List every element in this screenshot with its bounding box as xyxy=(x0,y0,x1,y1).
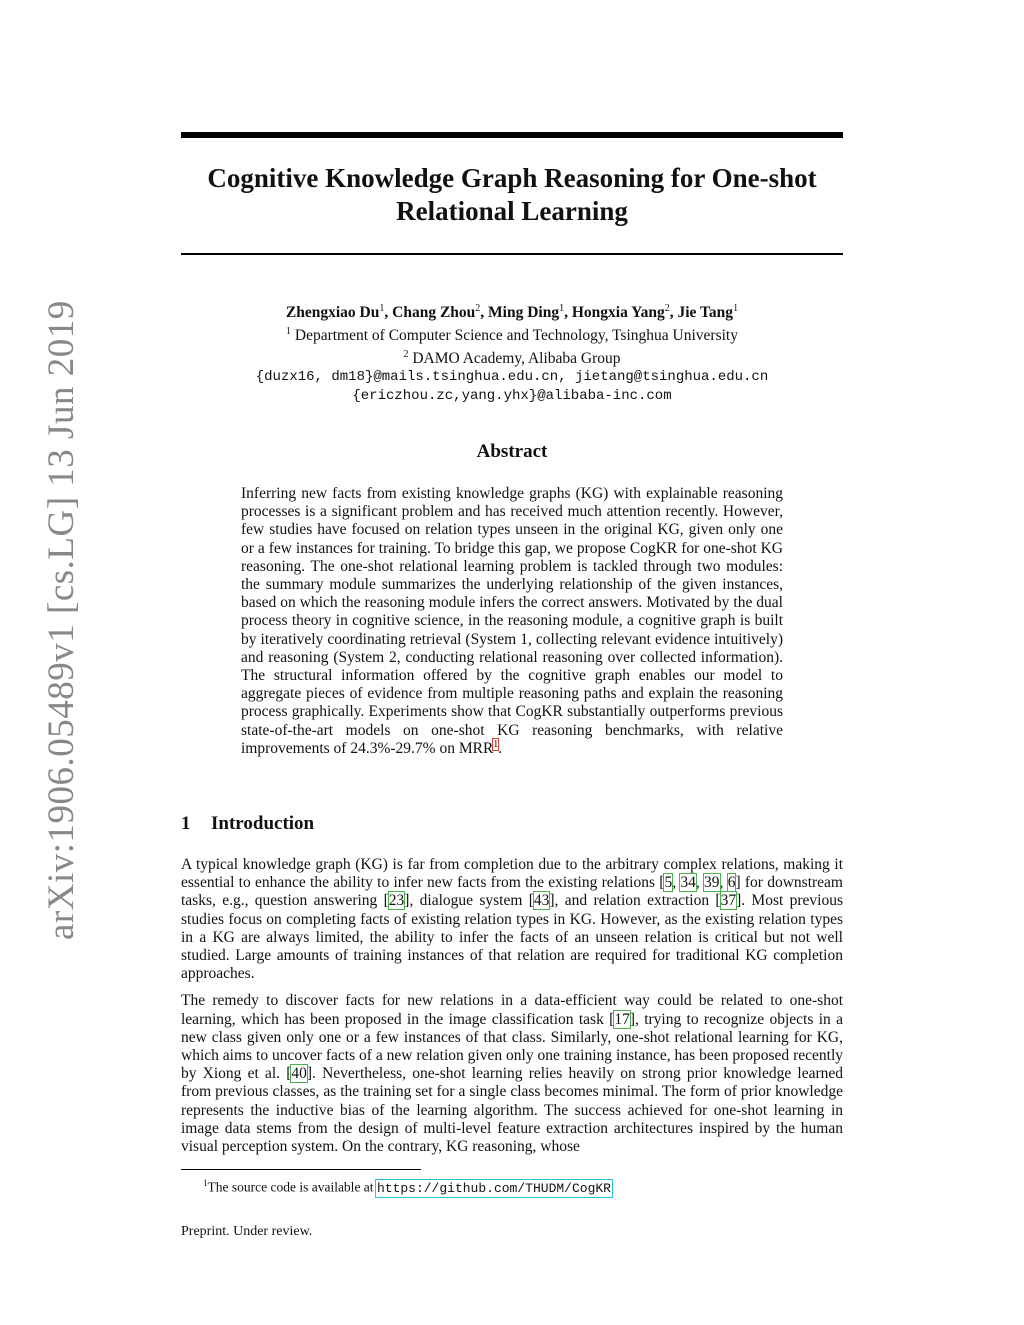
introduction-body xyxy=(181,856,843,1165)
title-top-rule xyxy=(181,132,843,138)
footer-note: Preprint. Under review. xyxy=(181,1224,313,1239)
source-code-url-link[interactable]: https://github.com/THUDM/CogKR xyxy=(376,1180,611,1196)
footnote-text: The source code is available at xyxy=(207,1179,377,1195)
author-names: Zhengxiao Du$^1$, Chang Zhou$^2$, Ming Ding$^1$, Hongxia Yang$^2$, Jie Tang$^1$ xyxy=(285,303,739,322)
title-line-1: Cognitive Knowledge Graph Reasoning for One-shot xyxy=(207,163,817,193)
footnote-ref-link[interactable]: 1 xyxy=(493,738,499,750)
paragraph: The remedy to discover facts for new relations in a data-efficient way could be related to one-shot learning, which has been proposed in the image classification task [17], trying to recognize objects in a new class given only one or a few instances of that class. Similarly, one-shot relational learning for KG, which aims to uncover facts of a new relation given only one training instance, has been proposed recently by Xiong et al. [40]. Nevertheless, one-shot learning relies heavily on strong prior knowledge learned from previous classes, as the training set for a single class becomes minimal. The form of prior knowledge represents the inductive bias of the learning algorithm. The success achieved for one-shot learning in image data stems from the design of multi-level feature extraction architectures inspired by the human visual perception system. On the contrary, KG reasoning, whose xyxy=(181,992,843,1156)
footnote xyxy=(203,1175,823,1197)
email-line-2: {ericzhou.zc,yang.yhx}@alibaba-inc.com xyxy=(352,388,672,405)
citation-link[interactable]: 6 xyxy=(727,874,736,892)
citation-link[interactable]: 5 xyxy=(664,874,673,892)
arxiv-identifier: arXiv:1906.05489v1 [cs.LG] 13 Jun 2019 xyxy=(41,300,82,940)
citation-link[interactable]: 17 xyxy=(614,1010,630,1028)
section-heading-introduction xyxy=(181,813,843,835)
affiliation-1: $^1$ Department of Computer Science and Technology, Tsinghua University xyxy=(286,326,738,345)
title-line-2: Relational Learning xyxy=(396,196,628,226)
author-block xyxy=(181,299,843,406)
arxiv-side-stamp xyxy=(18,300,82,940)
affiliation-2: $^2$ DAMO Academy, Alibaba Group xyxy=(403,349,621,368)
section-number: 1 xyxy=(181,813,191,834)
citation-link[interactable]: 34 xyxy=(680,874,696,892)
citation-link[interactable]: 43 xyxy=(533,892,550,910)
abstract-text: Inferring new facts from existing knowledge graphs (KG) with explainable reasoning processes is a significant problem and has received much attention recently. However, few studies have focused on relation types unseen in the original KG, given only one or a few instances for training. To bridge this gap, we propose CogKR for one-shot KG reasoning. The one-shot relational learning problem is tackled through two modules: the summary module summarizes the underlying relationship of the given instances, based on which the reasoning module infers the correct answers. Motivated by the dual process theory in cognitive science, in the reasoning module, a cognitive graph is built by iteratively coordinating retrieval (System 1, collecting relevant evidence intuitively) and reasoning (System 2, conducting relational reasoning over collected information). The structural information offered by the cognitive graph enables our model to aggregate pieces of evidence from multiple reasoning paths and explain the reasoning process graphically. Experiments show that CogKR substantially outperforms previous state-of-the-art models on one-shot KG reasoning benchmarks, with relative improvements of 24.3%-29.7% on MRR xyxy=(241,485,783,757)
section-title: Introduction xyxy=(211,813,315,834)
title-bottom-rule xyxy=(181,253,843,255)
email-line-1: {duzx16, dm18}@mails.tsinghua.edu.cn, jietang@tsinghua.edu.cn xyxy=(255,369,769,386)
citation-link[interactable]: 37 xyxy=(720,892,737,910)
citation-link[interactable]: 39 xyxy=(704,874,720,892)
footnote-marker: 1 xyxy=(203,1178,208,1188)
footnote-rule xyxy=(181,1169,421,1170)
paragraph: A typical knowledge graph (KG) is far from completion due to the arbitrary complex relations, making it essential to enhance the ability to infer new facts from the existing relations [5, 34, 39, 6] for downstream tasks, e.g., question answering [23], dialogue system [43], and relation extraction [37]. Most previous studies focus on completing facts of existing relation types in KG. However, as the existing relation types in a KG are always limited, the ability to infer the facts of an unseen relation is critical but not well studied. Large amounts of training instances of that relation are required for traditional KG completion approaches. xyxy=(181,856,843,983)
citation-link[interactable]: 23 xyxy=(388,892,405,910)
abstract-body: Inferring new facts from existing knowledge graphs (KG) with explainable reasoning processes is a significant problem and has received much attention recently. However, few studies have focused on relation types unseen in the original KG, given only one or a few instances for training. To bridge this gap, we propose CogKR for one-shot KG reasoning. The one-shot relational learning problem is tackled through two modules: the summary module summarizes the underlying relationship of the given instances, based on which the reasoning module infers the correct answers. Motivated by the dual process theory in cognitive science, in the reasoning module, a cognitive graph is built by iteratively coordinating retrieval (System 1, collecting relevant evidence intuitively) and reasoning (System 2, conducting relational reasoning over collected information). The structural information offered by the cognitive graph enables our model to aggregate pieces of evidence from multiple reasoning paths and explain the reasoning process graphically. Experiments show that CogKR substantially outperforms previous state-of-the-art models on one-shot KG reasoning benchmarks, with relative improvements of 24.3%-29.7% on MRR$^1$. xyxy=(241,485,783,757)
abstract-heading: Abstract xyxy=(476,441,548,462)
citation-link[interactable]: 40 xyxy=(291,1065,307,1083)
paper-title xyxy=(181,162,843,228)
